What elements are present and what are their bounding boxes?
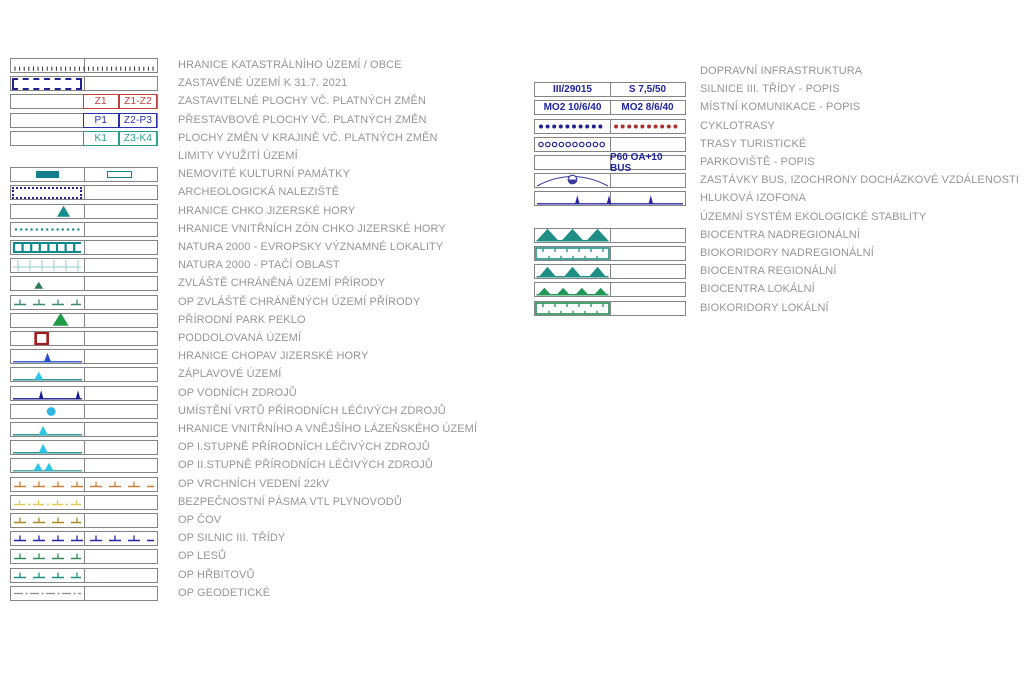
legend-label: PARKOVIŠTĚ - POPIS — [700, 156, 815, 168]
legend-row — [0, 301, 1024, 317]
triangle-symbol-icon — [11, 350, 157, 363]
legend-symbol-dash-tick — [10, 513, 158, 528]
legend-label: HRANICE KATASTRÁLNÍHO ÚZEMÍ / OBCE — [178, 59, 402, 71]
legend-symbol-text2 — [534, 82, 686, 97]
dash-tick-symbol-icon — [11, 550, 157, 563]
dash-tick-symbol-icon — [11, 478, 157, 491]
legend-label: OP II.STUPNĚ PŘÍRODNÍCH LÉČIVÝCH ZDROJŮ — [178, 459, 433, 472]
legend-symbol-circles — [534, 137, 686, 152]
legend-label: OP SILNIC III. TŘÍDY — [178, 532, 286, 545]
legend-label: UMÍSTĚNÍ VRTŮ PŘÍRODNÍCH LÉČIVÝCH ZDROJŮ — [178, 404, 446, 417]
legend-symbol-corridor — [534, 301, 686, 316]
legend-label: HRANICE CHKO JIZERSKÉ HORY — [178, 204, 356, 217]
legend-symbol-dash-tick — [10, 477, 158, 492]
legend-symbol-dash-tick — [10, 549, 158, 564]
legend-row — [0, 440, 1024, 456]
triangles-symbol-icon — [535, 283, 685, 296]
legend-row — [0, 100, 1024, 116]
legend-section-heading: ÚZEMNÍ SYSTÉM EKOLOGICKÉ STABILITY — [700, 210, 927, 223]
dots2-symbol-icon — [535, 120, 685, 133]
spikes-symbol-icon — [11, 387, 157, 400]
legend-row — [0, 422, 1024, 438]
legend-section-heading: LIMITY VYUŽITÍ ÚZEMÍ — [178, 150, 298, 162]
legend-symbol-spikes — [10, 386, 158, 401]
legend-symbol-triangles — [534, 264, 686, 279]
dash-dot-tick-symbol-icon — [11, 496, 157, 509]
legend-label: ARCHEOLOGICKÁ NALEZIŠTĚ — [178, 186, 340, 199]
legend-label: PLOCHY ZMĚN V KRAJINĚ VČ. PLATNÝCH ZMĚN — [178, 131, 438, 144]
legend-row — [0, 458, 1024, 474]
square-symbol-icon — [11, 332, 157, 345]
legend-label: OP HŘBITOVŮ — [178, 568, 255, 581]
legend-row — [0, 549, 1024, 565]
legend-symbol-text-right — [534, 151, 686, 174]
legend-label: ZVLÁŠTĚ CHRÁNĚNÁ ÚZEMÍ PŘÍRODY — [178, 277, 386, 290]
legend-symbol-dots2 — [534, 119, 686, 134]
legend-symbol-dash-dot-tick — [10, 495, 158, 510]
legend-symbol-text2 — [534, 100, 686, 115]
dash-tick-symbol-icon — [11, 514, 157, 527]
legend-row — [0, 246, 1024, 262]
legend-symbol-corridor — [534, 246, 686, 261]
legend-symbol-triangles — [534, 282, 686, 297]
legend-symbol-dash-tick — [10, 568, 158, 583]
legend-label: ZASTÁVKY BUS, IZOCHRONY DOCHÁZKOVÉ VZDÁLENOSTI — [700, 174, 1019, 187]
legend-label: BIOKORIDORY LOKÁLNÍ — [700, 301, 829, 314]
legend-row — [0, 367, 1024, 383]
legend-row — [0, 173, 1024, 189]
legend-row — [0, 82, 1024, 98]
circles-symbol-icon — [535, 138, 685, 151]
legend-section-heading: DOPRAVNÍ INFRASTRUKTURA — [700, 65, 863, 77]
legend-label: NEMOVITÉ KULTURNÍ PAMÁTKY — [178, 168, 351, 181]
legend-label: OP LESŮ — [178, 550, 227, 563]
legend-label: CYKLOTRASY — [700, 119, 775, 132]
zone-code-cell: K1 — [83, 131, 120, 146]
legend-label: BEZPEČNOSTNÍ PÁSMA VTL PLYNOVODŮ — [178, 495, 402, 508]
legend-label: HRANICE VNITŘNÍCH ZÓN CHKO JIZERSKÉ HORY — [178, 222, 446, 235]
legend-row — [0, 119, 1024, 135]
legend-row — [0, 137, 1024, 153]
legend-row — [0, 513, 1024, 529]
legend-label: OP ZVLÁŠTĚ CHRÁNĚNÝCH ÚZEMÍ PŘÍRODY — [178, 295, 421, 308]
legend-row — [0, 495, 1024, 511]
dash-dot-symbol-icon — [11, 587, 157, 600]
legend-row — [0, 210, 1024, 226]
legend-symbol-dot — [10, 404, 158, 419]
legend-row — [0, 191, 1024, 207]
legend-row — [0, 531, 1024, 547]
legend-symbol-triangle — [10, 349, 158, 364]
legend-label: BIOCENTRA LOKÁLNÍ — [700, 283, 815, 296]
legend-label: ZASTAVITELNÉ PLOCHY VČ. PLATNÝCH ZMĚN — [178, 95, 426, 108]
legend-label: OP I.STUPNĚ PŘÍRODNÍCH LÉČIVÝCH ZDROJŮ — [178, 441, 430, 454]
legend-label: HRANICE VNITŘNÍHO A VNĚJŠÍHO LÁZEŇSKÉHO ÚZEMÍ — [178, 423, 478, 435]
legend-symbol-dash-dot — [10, 586, 158, 601]
legend-row — [0, 386, 1024, 402]
legend-symbol-square — [10, 331, 158, 346]
legend-row — [0, 282, 1024, 298]
zone-code-cell: Z1 — [83, 94, 120, 109]
road-code-cell: MO2 10/6/40 — [543, 102, 602, 114]
legend-row — [0, 404, 1024, 420]
legend-label: TRASY TURISTICKÉ — [700, 137, 807, 150]
legend-label: PODDOLOVANÁ ÚZEMÍ — [178, 332, 302, 344]
legend-symbol-dash-tick — [10, 531, 158, 546]
spikes-symbol-icon — [535, 192, 685, 205]
corridor-symbol-icon — [535, 247, 685, 260]
road-code-cell: MO2 8/6/40 — [621, 102, 674, 114]
legend-label: NATURA 2000 - EVROPSKY VÝZNAMNÉ LOKALITY — [178, 241, 444, 253]
busstop-symbol-icon — [535, 174, 685, 187]
legend-label: ZASTAVĚNÉ ÚZEMÍ K 31.7. 2021 — [178, 77, 348, 90]
zone-code-cell: P1 — [83, 113, 120, 128]
legend-symbol-triangles — [534, 228, 686, 243]
legend-row — [0, 228, 1024, 244]
legend-label: OP GEODETICKÉ — [178, 586, 271, 599]
legend-label: HLUKOVÁ IZOFONA — [700, 192, 807, 205]
road-code-cell: S 7,5/50 — [628, 84, 667, 96]
triangle-symbol-icon — [11, 368, 157, 381]
triangle-symbol-icon — [11, 441, 157, 454]
legend-symbol-triangle — [10, 440, 158, 455]
triangles-symbol-icon — [535, 265, 685, 278]
legend-symbol-triangle — [10, 367, 158, 382]
zone-code-cell: Z3-K4 — [119, 131, 157, 146]
legend-symbol-triangle2 — [10, 458, 158, 473]
legend-label: PŘESTAVBOVÉ PLOCHY VČ. PLATNÝCH ZMĚN — [178, 113, 427, 126]
legend-label: MÍSTNÍ KOMUNIKACE - POPIS — [700, 101, 861, 114]
legend-row — [0, 331, 1024, 347]
legend-row — [0, 64, 1024, 80]
legend-label: PŘÍRODNÍ PARK PEKLO — [178, 313, 306, 326]
legend-row — [0, 349, 1024, 365]
legend-label: BIOKORIDORY NADREGIONÁLNÍ — [700, 247, 874, 259]
dash-tick-symbol-icon — [11, 569, 157, 582]
legend-label: OP ČOV — [178, 514, 222, 526]
legend-label: NATURA 2000 - PTAČÍ OBLAST — [178, 259, 340, 272]
legend-label: HRANICE CHOPAV JIZERSKÉ HORY — [178, 350, 369, 363]
legend-row — [0, 568, 1024, 584]
parking-code-cell: P60 OA+10 BUS — [610, 151, 663, 174]
legend-label: BIOCENTRA NADREGIONÁLNÍ — [700, 228, 860, 241]
road-code-cell: III/29015 — [553, 84, 592, 96]
legend-symbol-triangle — [10, 422, 158, 437]
corridor-symbol-icon — [535, 302, 685, 315]
legend-label: OP VRCHNÍCH VEDENÍ 22kV — [178, 477, 330, 490]
legend-row — [0, 151, 1024, 174]
legend-symbol-spikes — [534, 191, 686, 206]
triangle2-symbol-icon — [11, 459, 157, 472]
legend-row — [0, 477, 1024, 493]
legend-symbol-busstop — [534, 173, 686, 188]
zone-code-cell: Z1-Z2 — [119, 94, 157, 109]
dot-symbol-icon — [11, 405, 157, 418]
dash-tick-symbol-icon — [11, 532, 157, 545]
triangles-symbol-icon — [535, 229, 685, 242]
zone-code-cell: Z2-P3 — [119, 113, 157, 128]
legend-label: OP VODNÍCH ZDROJŮ — [178, 386, 297, 399]
legend-row — [0, 264, 1024, 280]
legend-label: BIOCENTRA REGIONÁLNÍ — [700, 265, 837, 278]
legend-label: SILNICE III. TŘÍDY - POPIS — [700, 83, 840, 96]
legend-row — [0, 586, 1024, 602]
triangle-symbol-icon — [11, 423, 157, 436]
legend-label: ZÁPLAVOVÉ ÚZEMÍ — [178, 368, 282, 381]
